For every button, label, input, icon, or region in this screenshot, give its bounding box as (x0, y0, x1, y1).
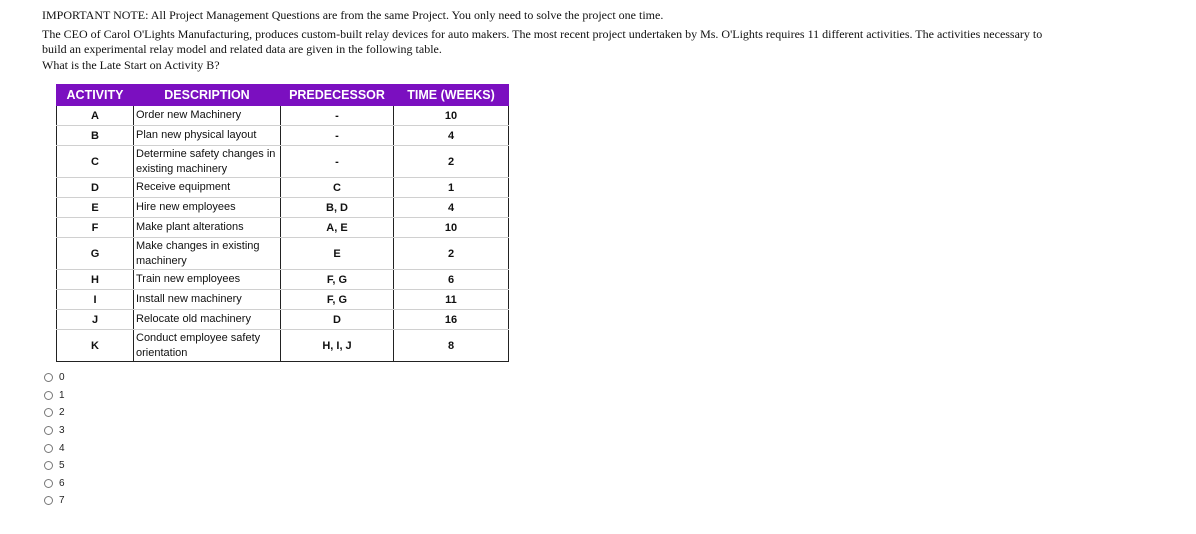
answer-option-5[interactable] (44, 457, 65, 475)
description-cell: Plan new physical layout (134, 126, 281, 146)
time-cell: 1 (394, 178, 509, 198)
table-row (57, 146, 509, 178)
radio-button[interactable] (44, 461, 53, 470)
option-label: 4 (59, 442, 65, 454)
answer-option-2[interactable] (44, 404, 65, 422)
radio-button[interactable] (44, 444, 53, 453)
activity-table (56, 84, 509, 362)
table-row (57, 330, 509, 362)
option-label: 7 (59, 495, 65, 507)
description-cell: Receive equipment (134, 178, 281, 198)
activity-cell: H (57, 270, 134, 290)
activity-cell: E (57, 198, 134, 218)
description-cell: Conduct employee safety orientation (134, 330, 281, 362)
answer-option-1[interactable] (44, 387, 65, 405)
predecessor-cell: - (281, 146, 394, 178)
header-description: DESCRIPTION (134, 85, 281, 106)
activity-cell: A (57, 106, 134, 126)
activity-cell: B (57, 126, 134, 146)
activity-cell: D (57, 178, 134, 198)
time-cell: 2 (394, 146, 509, 178)
activity-cell: F (57, 218, 134, 238)
time-cell: 8 (394, 330, 509, 362)
predecessor-cell: - (281, 106, 394, 126)
option-label: 1 (59, 389, 65, 401)
radio-button[interactable] (44, 426, 53, 435)
radio-button[interactable] (44, 373, 53, 382)
answer-option-7[interactable] (44, 492, 65, 510)
table-row (57, 310, 509, 330)
description-cell: Hire new employees (134, 198, 281, 218)
header-activity: ACTIVITY (57, 85, 134, 106)
predecessor-cell: A, E (281, 218, 394, 238)
option-label: 3 (59, 425, 65, 437)
description-cell: Install new machinery (134, 290, 281, 310)
important-note: IMPORTANT NOTE: All Project Management Questions are from the same Project. You only need to solve the project one time. (42, 8, 664, 22)
predecessor-cell: E (281, 238, 394, 270)
description-cell: Relocate old machinery (134, 310, 281, 330)
table-row (57, 178, 509, 198)
activity-cell: C (57, 146, 134, 178)
table-row (57, 270, 509, 290)
option-label: 2 (59, 407, 65, 419)
answer-option-0[interactable] (44, 369, 65, 387)
predecessor-cell: F, G (281, 290, 394, 310)
table-row (57, 218, 509, 238)
radio-button[interactable] (44, 408, 53, 417)
description-cell: Determine safety changes in existing machinery (134, 146, 281, 178)
description-cell: Make changes in existing machinery (134, 238, 281, 270)
predecessor-cell: H, I, J (281, 330, 394, 362)
table-header-row (57, 85, 509, 106)
time-cell: 10 (394, 106, 509, 126)
question-prompt: What is the Late Start on Activity B? (42, 57, 220, 72)
answer-options (44, 369, 65, 510)
radio-button[interactable] (44, 391, 53, 400)
activity-cell: K (57, 330, 134, 362)
table-row (57, 290, 509, 310)
question-text (42, 8, 1062, 73)
table-row (57, 198, 509, 218)
description-cell: Train new employees (134, 270, 281, 290)
time-cell: 11 (394, 290, 509, 310)
header-time: TIME (WEEKS) (394, 85, 509, 106)
option-label: 5 (59, 460, 65, 472)
description-cell: Order new Machinery (134, 106, 281, 126)
activity-cell: J (57, 310, 134, 330)
time-cell: 4 (394, 126, 509, 146)
option-label: 6 (59, 477, 65, 489)
predecessor-cell: B, D (281, 198, 394, 218)
activity-cell: I (57, 290, 134, 310)
predecessor-cell: - (281, 126, 394, 146)
activity-cell: G (57, 238, 134, 270)
predecessor-cell: C (281, 178, 394, 198)
time-cell: 4 (394, 198, 509, 218)
option-label: 0 (59, 372, 65, 384)
time-cell: 6 (394, 270, 509, 290)
time-cell: 2 (394, 238, 509, 270)
table-row (57, 106, 509, 126)
radio-button[interactable] (44, 479, 53, 488)
time-cell: 10 (394, 218, 509, 238)
radio-button[interactable] (44, 496, 53, 505)
description-cell: Make plant alterations (134, 218, 281, 238)
table-row (57, 238, 509, 270)
header-predecessor: PREDECESSOR (281, 85, 394, 106)
answer-option-4[interactable] (44, 439, 65, 457)
predecessor-cell: F, G (281, 270, 394, 290)
predecessor-cell: D (281, 310, 394, 330)
answer-option-6[interactable] (44, 475, 65, 493)
time-cell: 16 (394, 310, 509, 330)
table-row (57, 126, 509, 146)
answer-option-3[interactable] (44, 422, 65, 440)
question-intro: The CEO of Carol O'Lights Manufacturing, produces custom-built relay devices for auto makers. The most recent project undertaken by Ms. O'Lights requires 11 different activities. The activities necessary to build an experimental relay model and related data are given in the following table. (42, 26, 1043, 56)
